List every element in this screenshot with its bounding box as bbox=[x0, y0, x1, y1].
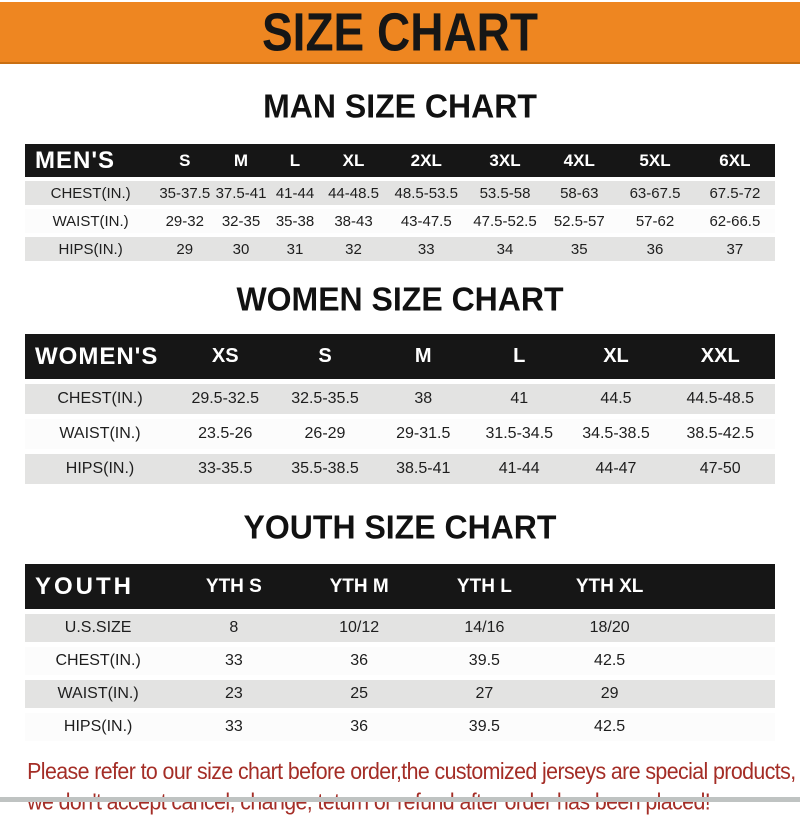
value-cell: 30 bbox=[213, 237, 269, 261]
size-header-cell: 3XL bbox=[467, 144, 544, 177]
value-cell: 41-44 bbox=[269, 181, 322, 205]
table-header-row bbox=[25, 144, 775, 177]
value-cell: 57-62 bbox=[615, 209, 695, 233]
value-cell: 44-48.5 bbox=[321, 181, 386, 205]
value-cell: 33-35.5 bbox=[175, 454, 276, 484]
table-title-cell: MEN'S bbox=[25, 144, 156, 177]
mens-table-body bbox=[25, 181, 775, 261]
value-cell: 44.5-48.5 bbox=[666, 384, 776, 414]
size-header-cell: XL bbox=[321, 144, 386, 177]
size-header-cell: 6XL bbox=[695, 144, 775, 177]
banner-title: SIZE CHART bbox=[262, 1, 538, 63]
value-cell: 35-38 bbox=[269, 209, 322, 233]
value-cell: 58-63 bbox=[543, 181, 615, 205]
youth-table-header bbox=[25, 564, 775, 609]
value-cell: 47-50 bbox=[666, 454, 776, 484]
value-cell: 41 bbox=[472, 384, 567, 414]
value-cell: 47.5-52.5 bbox=[467, 209, 544, 233]
disclaimer-line-1: Please refer to our size chart before order,the customized jerseys are special products, bbox=[27, 758, 796, 785]
womens-table-body bbox=[25, 384, 775, 484]
row-label-cell: CHEST(IN.) bbox=[25, 181, 156, 205]
row-label-cell: U.S.SIZE bbox=[25, 614, 171, 642]
size-header-cell: XXL bbox=[666, 334, 776, 379]
mens-table-header bbox=[25, 144, 775, 177]
value-cell: 36 bbox=[297, 647, 422, 675]
value-cell: 34.5-38.5 bbox=[567, 419, 666, 449]
value-cell: 29 bbox=[547, 680, 672, 708]
row-label-cell: WAIST(IN.) bbox=[25, 680, 171, 708]
size-header-cell: L bbox=[472, 334, 567, 379]
table-row bbox=[25, 384, 775, 414]
value-cell: 38 bbox=[375, 384, 473, 414]
mens-size-table bbox=[25, 140, 775, 265]
value-cell: 53.5-58 bbox=[467, 181, 544, 205]
value-cell: 44-47 bbox=[567, 454, 666, 484]
value-cell: 52.5-57 bbox=[543, 209, 615, 233]
man-size-chart-title: MAN SIZE CHART bbox=[263, 87, 537, 125]
value-cell: 41-44 bbox=[472, 454, 567, 484]
value-cell: 38.5-41 bbox=[375, 454, 473, 484]
table-row bbox=[25, 237, 775, 261]
value-cell: 67.5-72 bbox=[695, 181, 775, 205]
table-title-cell: YOUTH bbox=[25, 564, 171, 609]
row-label-cell: HIPS(IN.) bbox=[25, 237, 156, 261]
table-row bbox=[25, 713, 775, 741]
value-cell: 23.5-26 bbox=[175, 419, 276, 449]
value-cell: 39.5 bbox=[422, 713, 547, 741]
value-cell: 34 bbox=[467, 237, 544, 261]
value-cell: 23 bbox=[171, 680, 296, 708]
disclaimer-text bbox=[0, 756, 796, 817]
value-cell: 36 bbox=[297, 713, 422, 741]
row-filler-cell bbox=[672, 680, 775, 708]
value-cell: 25 bbox=[297, 680, 422, 708]
value-cell: 39.5 bbox=[422, 647, 547, 675]
table-row bbox=[25, 419, 775, 449]
size-header-cell: YTH XL bbox=[547, 564, 672, 609]
value-cell: 35 bbox=[543, 237, 615, 261]
row-label-cell: CHEST(IN.) bbox=[25, 384, 175, 414]
value-cell: 32.5-35.5 bbox=[276, 384, 375, 414]
row-label-cell: HIPS(IN.) bbox=[25, 713, 171, 741]
value-cell: 8 bbox=[171, 614, 296, 642]
women-size-chart-title: WOMEN SIZE CHART bbox=[236, 280, 564, 318]
value-cell: 32-35 bbox=[213, 209, 269, 233]
table-header-row bbox=[25, 564, 775, 609]
size-header-cell: L bbox=[269, 144, 322, 177]
value-cell: 38-43 bbox=[321, 209, 386, 233]
row-label-cell: HIPS(IN.) bbox=[25, 454, 175, 484]
value-cell: 42.5 bbox=[547, 713, 672, 741]
size-header-cell: YTH M bbox=[297, 564, 422, 609]
value-cell: 33 bbox=[171, 647, 296, 675]
row-filler-cell bbox=[672, 647, 775, 675]
size-header-cell: M bbox=[375, 334, 473, 379]
row-label-cell: WAIST(IN.) bbox=[25, 419, 175, 449]
table-row bbox=[25, 209, 775, 233]
size-header-cell: S bbox=[276, 334, 375, 379]
row-filler-cell bbox=[672, 713, 775, 741]
value-cell: 18/20 bbox=[547, 614, 672, 642]
value-cell: 44.5 bbox=[567, 384, 666, 414]
womens-size-table bbox=[25, 329, 775, 489]
table-row bbox=[25, 647, 775, 675]
size-header-cell: 5XL bbox=[615, 144, 695, 177]
row-filler-cell bbox=[672, 614, 775, 642]
size-header-cell: S bbox=[156, 144, 213, 177]
value-cell: 29-31.5 bbox=[375, 419, 473, 449]
row-label-cell: CHEST(IN.) bbox=[25, 647, 171, 675]
value-cell: 31 bbox=[269, 237, 322, 261]
value-cell: 48.5-53.5 bbox=[386, 181, 467, 205]
table-row bbox=[25, 181, 775, 205]
value-cell: 62-66.5 bbox=[695, 209, 775, 233]
value-cell: 38.5-42.5 bbox=[666, 419, 776, 449]
size-chart-banner bbox=[0, 2, 800, 64]
row-label-cell: WAIST(IN.) bbox=[25, 209, 156, 233]
value-cell: 10/12 bbox=[297, 614, 422, 642]
size-header-cell: M bbox=[213, 144, 269, 177]
table-row bbox=[25, 454, 775, 484]
value-cell: 63-67.5 bbox=[615, 181, 695, 205]
value-cell: 32 bbox=[321, 237, 386, 261]
value-cell: 42.5 bbox=[547, 647, 672, 675]
size-header-cell: XL bbox=[567, 334, 666, 379]
value-cell: 43-47.5 bbox=[386, 209, 467, 233]
table-row bbox=[25, 680, 775, 708]
value-cell: 37 bbox=[695, 237, 775, 261]
youth-table-body bbox=[25, 614, 775, 741]
size-header-cell: YTH S bbox=[171, 564, 296, 609]
value-cell: 35.5-38.5 bbox=[276, 454, 375, 484]
youth-size-table bbox=[25, 559, 775, 746]
table-row bbox=[25, 614, 775, 642]
value-cell: 27 bbox=[422, 680, 547, 708]
value-cell: 31.5-34.5 bbox=[472, 419, 567, 449]
value-cell: 36 bbox=[615, 237, 695, 261]
value-cell: 33 bbox=[171, 713, 296, 741]
header-filler-cell bbox=[672, 564, 775, 609]
size-header-cell: YTH L bbox=[422, 564, 547, 609]
value-cell: 14/16 bbox=[422, 614, 547, 642]
value-cell: 26-29 bbox=[276, 419, 375, 449]
table-title-cell: WOMEN'S bbox=[25, 334, 175, 379]
youth-size-chart-title: YOUTH SIZE CHART bbox=[243, 508, 557, 546]
value-cell: 35-37.5 bbox=[156, 181, 213, 205]
size-header-cell: XS bbox=[175, 334, 276, 379]
value-cell: 33 bbox=[386, 237, 467, 261]
womens-table-header bbox=[25, 334, 775, 379]
size-chart-page bbox=[0, 2, 800, 802]
size-header-cell: 2XL bbox=[386, 144, 467, 177]
value-cell: 37.5-41 bbox=[213, 181, 269, 205]
size-header-cell: 4XL bbox=[543, 144, 615, 177]
table-header-row bbox=[25, 334, 775, 379]
value-cell: 29 bbox=[156, 237, 213, 261]
value-cell: 29-32 bbox=[156, 209, 213, 233]
value-cell: 29.5-32.5 bbox=[175, 384, 276, 414]
